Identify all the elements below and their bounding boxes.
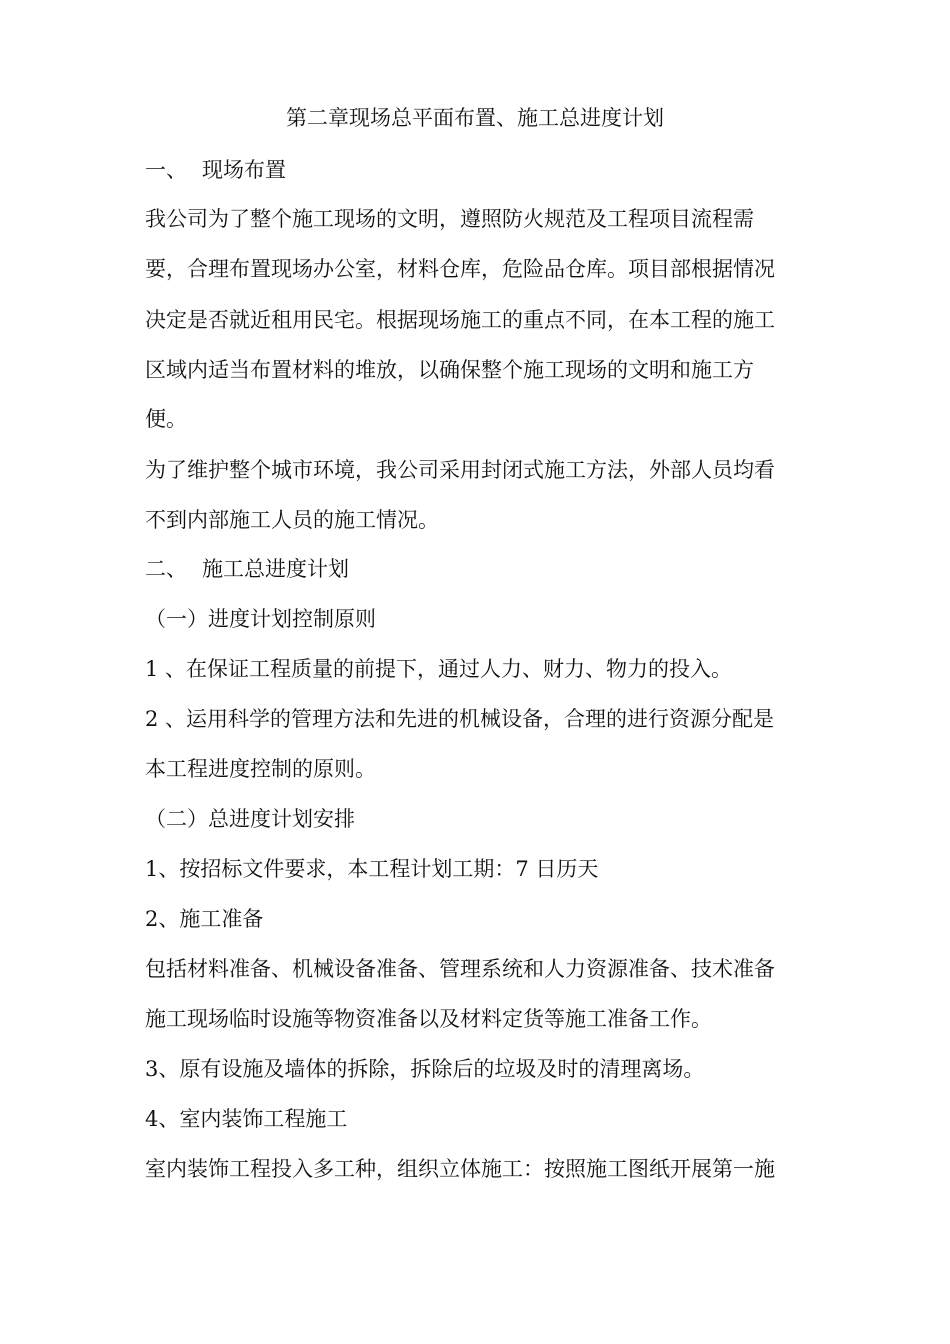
- list-item: 1 、在保证工程质量的前提下，通过人力、财力、物力的投入。: [145, 657, 733, 681]
- subsection-heading: （一）进度计划控制原则: [145, 607, 376, 631]
- section-heading-schedule: [145, 554, 825, 584]
- paragraph-line: 区域内适当布置材料的堆放，以确保整个施工现场的文明和施工方: [145, 358, 754, 382]
- document-title: 第二章现场总平面布置、施工总进度计划: [286, 106, 664, 130]
- paragraph-line: 包括材料准备、机械设备准备、管理系统和人力资源准备、技术准备: [145, 957, 775, 981]
- paragraph-line: 我公司为了整个施工现场的文明，遵照防火规范及工程项目流程需: [145, 207, 754, 231]
- subsection-heading: （二）总进度计划安排: [145, 807, 355, 831]
- paragraph-line: 不到内部施工人员的施工情况。: [145, 508, 439, 532]
- paragraph-line: 为了维护整个城市环境，我公司采用封闭式施工方法，外部人员均看: [145, 458, 775, 482]
- list-item: 2、施工准备: [145, 907, 264, 931]
- section-title: 现场布置: [202, 158, 286, 182]
- list-item: 2 、运用科学的管理方法和先进的机械设备，合理的进行资源分配是: [145, 707, 775, 731]
- section-heading-site-layout: [145, 155, 825, 185]
- paragraph-line: 本工程进度控制的原则。: [145, 757, 376, 781]
- paragraph-line: 决定是否就近租用民宅。根据现场施工的重点不同，在本工程的施工: [145, 308, 775, 332]
- paragraph-line: 施工现场临时设施等物资准备以及材料定货等施工准备工作。: [145, 1007, 712, 1031]
- section-title: 施工总进度计划: [202, 557, 349, 581]
- list-item: 1、按招标文件要求，本工程计划工期：7 日历天: [145, 857, 599, 881]
- paragraph-line: 要，合理布置现场办公室，材料仓库，危险品仓库。项目部根据情况: [145, 257, 775, 281]
- section-number: 二、: [145, 557, 187, 581]
- paragraph-line: 便。: [145, 407, 187, 431]
- section-number: 一、: [145, 158, 187, 182]
- list-item: 4、室内装饰工程施工: [145, 1107, 348, 1131]
- paragraph-line: 室内装饰工程投入多工种，组织立体施工：按照施工图纸开展第一施: [145, 1157, 775, 1181]
- list-item: 3、原有设施及墙体的拆除，拆除后的垃圾及时的清理离场。: [145, 1057, 705, 1081]
